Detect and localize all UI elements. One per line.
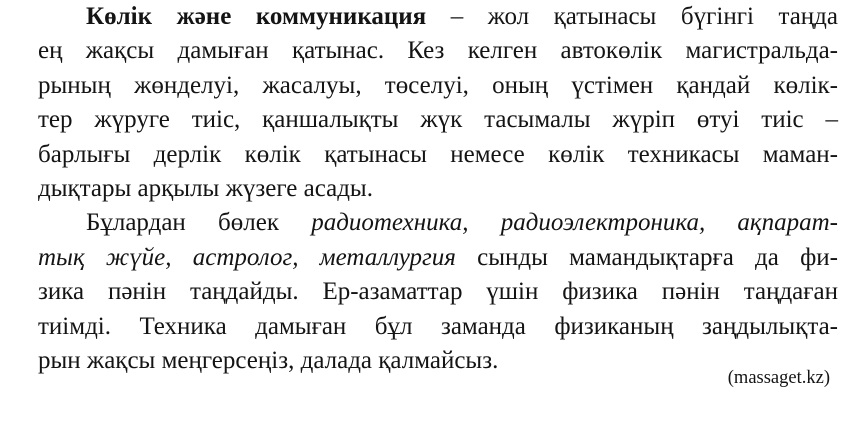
source-attribution: (massaget.kz) (727, 368, 830, 388)
paragraph-2-line-5: рын жақсы меңгерсеңіз, далада қалмайсыз. (38, 346, 499, 374)
paragraph-2-line-1-plain: Бұлардан бөлек (86, 209, 312, 237)
bold-term: Көлік және коммуникация (86, 3, 427, 30)
paragraph-2-line-2-italic: тық жүйе, астролог, металлургия (38, 243, 456, 271)
paragraph-1-line-1 (38, 0, 838, 34)
paragraph-2-line-3: зика пәнін таңдайды. Ер-азаматтар үшін физика пәнін таңдаған (38, 278, 838, 306)
paragraph-1-line-5: барлығы дерлік көлік қатынасы немесе көлік техникасы маман- (38, 140, 838, 168)
paragraph-2-line-2 (38, 241, 838, 275)
paragraph-1-line-2: ең жақсы дамыған қатынас. Кез келген автокөлік магистральда- (38, 37, 838, 65)
paragraph-1-line-6: дықтары арқылы жүзеге асады. (38, 174, 373, 202)
paragraph-1-line-4: тер жүруге тиіс, қаншалықты жүк тасымалы жүріп өтуі тиіс – (38, 106, 838, 134)
article-text (38, 0, 838, 378)
paragraph-1-line-1-rest: – жол қатынасы бүгінгі таңда (426, 3, 838, 30)
paragraph-2-line-2-plain: сынды мамандықтарға да фи- (455, 243, 839, 271)
paragraph-2-line-1 (38, 206, 838, 240)
paragraph-2-line-4: тиімді. Техника дамыған бұл заманда физиканың заңдылықта- (38, 312, 838, 340)
paragraph-1-line-3: рының жөнделуі, жасалуы, төселуі, оның үстімен қандай көлік- (38, 71, 838, 99)
paragraph-2-line-1-italic: радиотехника, радиоэлектроника, ақпарат- (311, 209, 839, 237)
